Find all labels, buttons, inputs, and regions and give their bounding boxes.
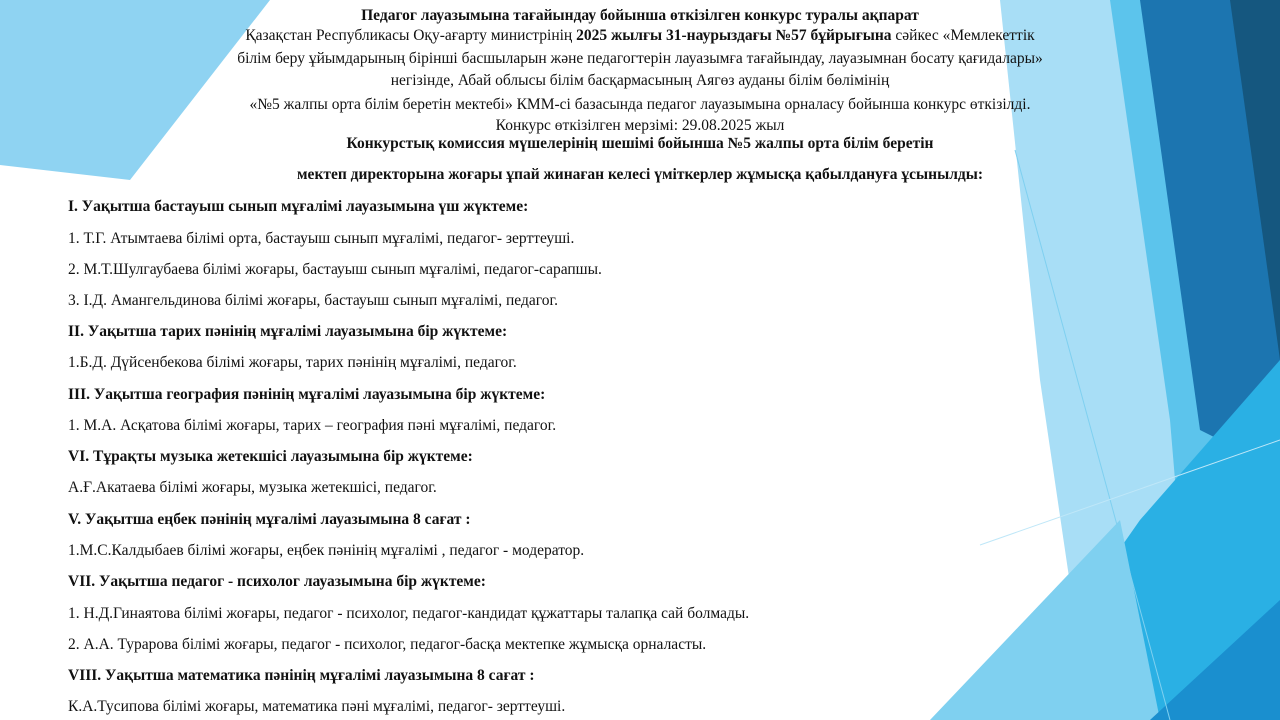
candidate-entry: 2. А.А. Турарова білімі жоғары, педагог - психолог, педагог-басқа мектепке жұмысқа орналасты. xyxy=(68,636,707,653)
section-heading: II. Уақытша тарих пәнінің мұғалімі лауазымына бір жүктеме: xyxy=(68,323,508,340)
header-line-5: «№5 жалпы орта білім беретін мектебі» КММ-сі базасында педагог лауазымына орналасу бойынша конкурс өткізілді. xyxy=(249,96,1031,113)
section-heading: VI. Тұрақты музыка жетекшісі лауазымына бір жүктеме: xyxy=(68,448,473,465)
candidate-entry: 1.М.С.Калдыбаев білімі жоғары, еңбек пәнінің мұғалімі , педагог - модератор. xyxy=(68,542,585,559)
candidate-entry: 1.Б.Д. Дүйсенбекова білімі жоғары, тарих пәнінің мұғалімі, педагог. xyxy=(68,354,517,371)
header-line-2-a: Қазақстан Республикасы Оқу-ағарту министрінің xyxy=(245,27,577,44)
section-heading: V. Уақытша еңбек пәнінің мұғалімі лауазымына 8 сағат : xyxy=(68,511,471,528)
commission-decision-line-1: Конкурстық комиссия мүшелерінің шешімі бойынша №5 жалпы орта білім беретін xyxy=(346,135,934,152)
header-line-2-order: 2025 жылғы 31-наурыздағы №57 бұйрығына xyxy=(576,27,892,44)
candidate-entry: А.Ғ.Акатаева білімі жоғары, музыка жетекшісі, педагог. xyxy=(68,479,437,496)
header-line-3: білім беру ұйымдарының бірінші басшыларын және педагогтерін лауазымға тағайындау, лауазымнан босату қағидалары» xyxy=(237,50,1043,67)
candidate-entry: К.А.Тусипова білімі жоғары, математика пәні мұғалімі, педагог- зерттеуші. xyxy=(68,698,566,715)
commission-decision-line-2: мектеп директорына жоғары ұпай жинаған келесі үміткерлер жұмысқа қабылдануға ұсынылды: xyxy=(297,166,983,183)
section-heading: I. Уақытша бастауыш сынып мұғалімі лауазымына үш жүктеме: xyxy=(68,198,529,215)
candidate-entry: 1. Н.Д.Гинаятова білімі жоғары, педагог - психолог, педагог-кандидат құжаттары талапқа сай болмады. xyxy=(68,605,750,622)
header-line-2 xyxy=(0,26,1280,46)
header-line-2-c: сәйкес «Мемлекеттік xyxy=(891,27,1035,44)
contest-date: Конкурс өткізілген мерзімі: 29.08.2025 жыл xyxy=(495,117,785,134)
section-heading: III. Уақытша география пәнінің мұғалімі лауазымына бір жүктеме: xyxy=(68,386,546,403)
slide-title: Педагог лауазымына тағайындау бойынша өткізілген конкурс туралы ақпарат xyxy=(361,7,919,24)
section-heading: VII. Уақытша педагог - психолог лауазымына бір жүктеме: xyxy=(68,573,486,590)
candidate-entry: 3. І.Д. Амангельдинова білімі жоғары, бастауыш сынып мұғалімі, педагог. xyxy=(68,292,558,309)
candidate-entry: 2. М.Т.Шулгаубаева білімі жоғары, бастауыш сынып мұғалімі, педагог-сарапшы. xyxy=(68,261,602,278)
candidate-entry: 1. М.А. Асқатова білімі жоғары, тарих – география пәні мұғалімі, педагог. xyxy=(68,417,557,434)
header-line-4: негізінде, Абай облысы білім басқармасының Аягөз ауданы білім бөлімінің xyxy=(390,72,890,89)
section-heading: VIII. Уақытша математика пәнінің мұғалімі лауазымына 8 сағат : xyxy=(68,667,535,684)
candidate-entry: 1. Т.Г. Атымтаева білімі орта, бастауыш сынып мұғалімі, педагог- зерттеуші. xyxy=(68,230,575,247)
